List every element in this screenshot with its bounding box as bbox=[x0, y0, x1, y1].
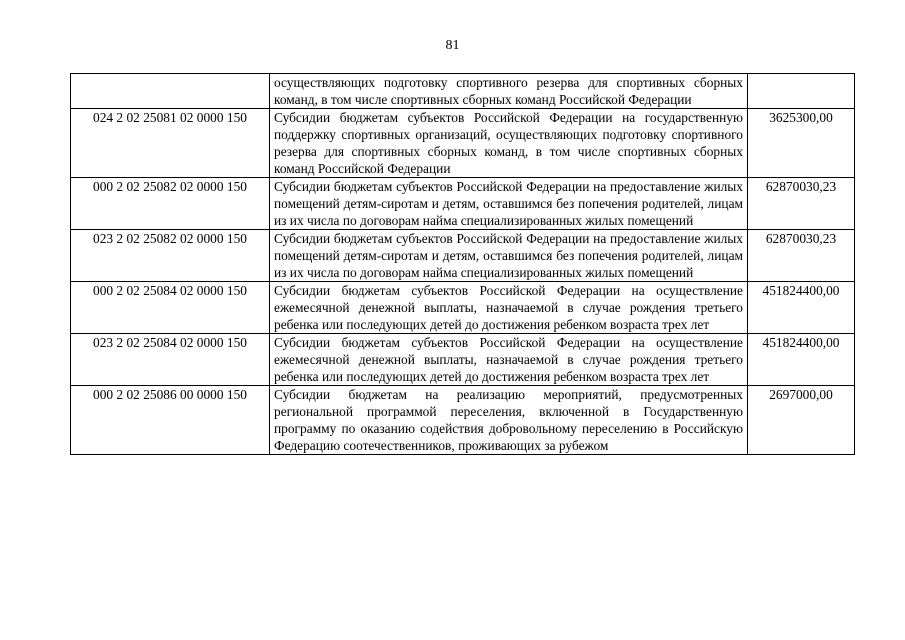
table-row bbox=[71, 74, 855, 109]
budget-code-cell: 024 2 02 25081 02 0000 150 bbox=[71, 109, 270, 178]
revenue-name-cell: Субсидии бюджетам субъектов Российской Федерации на государственную поддержку спортивных организаций, осуществляющих подготовку спортивного резерва для спортивных сборных команд, в том числе спортивных сборных команд Российской Федерации bbox=[270, 109, 748, 178]
revenue-name-cell: осуществляющих подготовку спортивного резерва для спортивных сборных команд, в том числе спортивных сборных команд Российской Федерации bbox=[270, 74, 748, 109]
table-row bbox=[71, 109, 855, 178]
revenue-name-cell: Субсидии бюджетам субъектов Российской Федерации на предоставление жилых помещений детям-сиротам и детям, оставшимся без попечения родителей, лицам из их числа по договорам найма специализированных жилых помещений bbox=[270, 230, 748, 282]
budget-code-cell: 000 2 02 25082 02 0000 150 bbox=[71, 178, 270, 230]
amount-cell: 2697000,00 bbox=[748, 386, 855, 455]
revenue-name-cell: Субсидии бюджетам на реализацию мероприятий, предусмотренных региональной программой переселения, включенной в Государственную программу по оказанию содействия добровольному переселению в Российскую Федерацию соотечественников, проживающих за рубежом bbox=[270, 386, 748, 455]
amount-cell: 451824400,00 bbox=[748, 282, 855, 334]
table-row bbox=[71, 334, 855, 386]
table-row bbox=[71, 282, 855, 334]
budget-code-cell: 023 2 02 25082 02 0000 150 bbox=[71, 230, 270, 282]
budget-revenue-table bbox=[70, 73, 855, 455]
budget-code-cell bbox=[71, 74, 270, 109]
amount-cell: 62870030,23 bbox=[748, 230, 855, 282]
budget-code-cell: 000 2 02 25086 00 0000 150 bbox=[71, 386, 270, 455]
table-row bbox=[71, 386, 855, 455]
revenue-name-cell: Субсидии бюджетам субъектов Российской Федерации на осуществление ежемесячной денежной выплаты, назначаемой в случае рождения третьего ребенка или последующих детей до достижения ребенком возраста трех лет bbox=[270, 334, 748, 386]
revenue-name-cell: Субсидии бюджетам субъектов Российской Федерации на осуществление ежемесячной денежной выплаты, назначаемой в случае рождения третьего ребенка или последующих детей до достижения ребенком возраста трех лет bbox=[270, 282, 748, 334]
amount-cell: 3625300,00 bbox=[748, 109, 855, 178]
budget-code-cell: 023 2 02 25084 02 0000 150 bbox=[71, 334, 270, 386]
revenue-name-cell: Субсидии бюджетам субъектов Российской Федерации на предоставление жилых помещений детям-сиротам и детям, оставшимся без попечения родителей, лицам из их числа по договорам найма специализированных жилых помещений bbox=[270, 178, 748, 230]
page-number: 81 bbox=[445, 38, 460, 53]
amount-cell: 62870030,23 bbox=[748, 178, 855, 230]
table-row bbox=[71, 230, 855, 282]
amount-cell: 451824400,00 bbox=[748, 334, 855, 386]
table-row bbox=[71, 178, 855, 230]
budget-code-cell: 000 2 02 25084 02 0000 150 bbox=[71, 282, 270, 334]
amount-cell bbox=[748, 74, 855, 109]
table-body bbox=[71, 74, 855, 455]
